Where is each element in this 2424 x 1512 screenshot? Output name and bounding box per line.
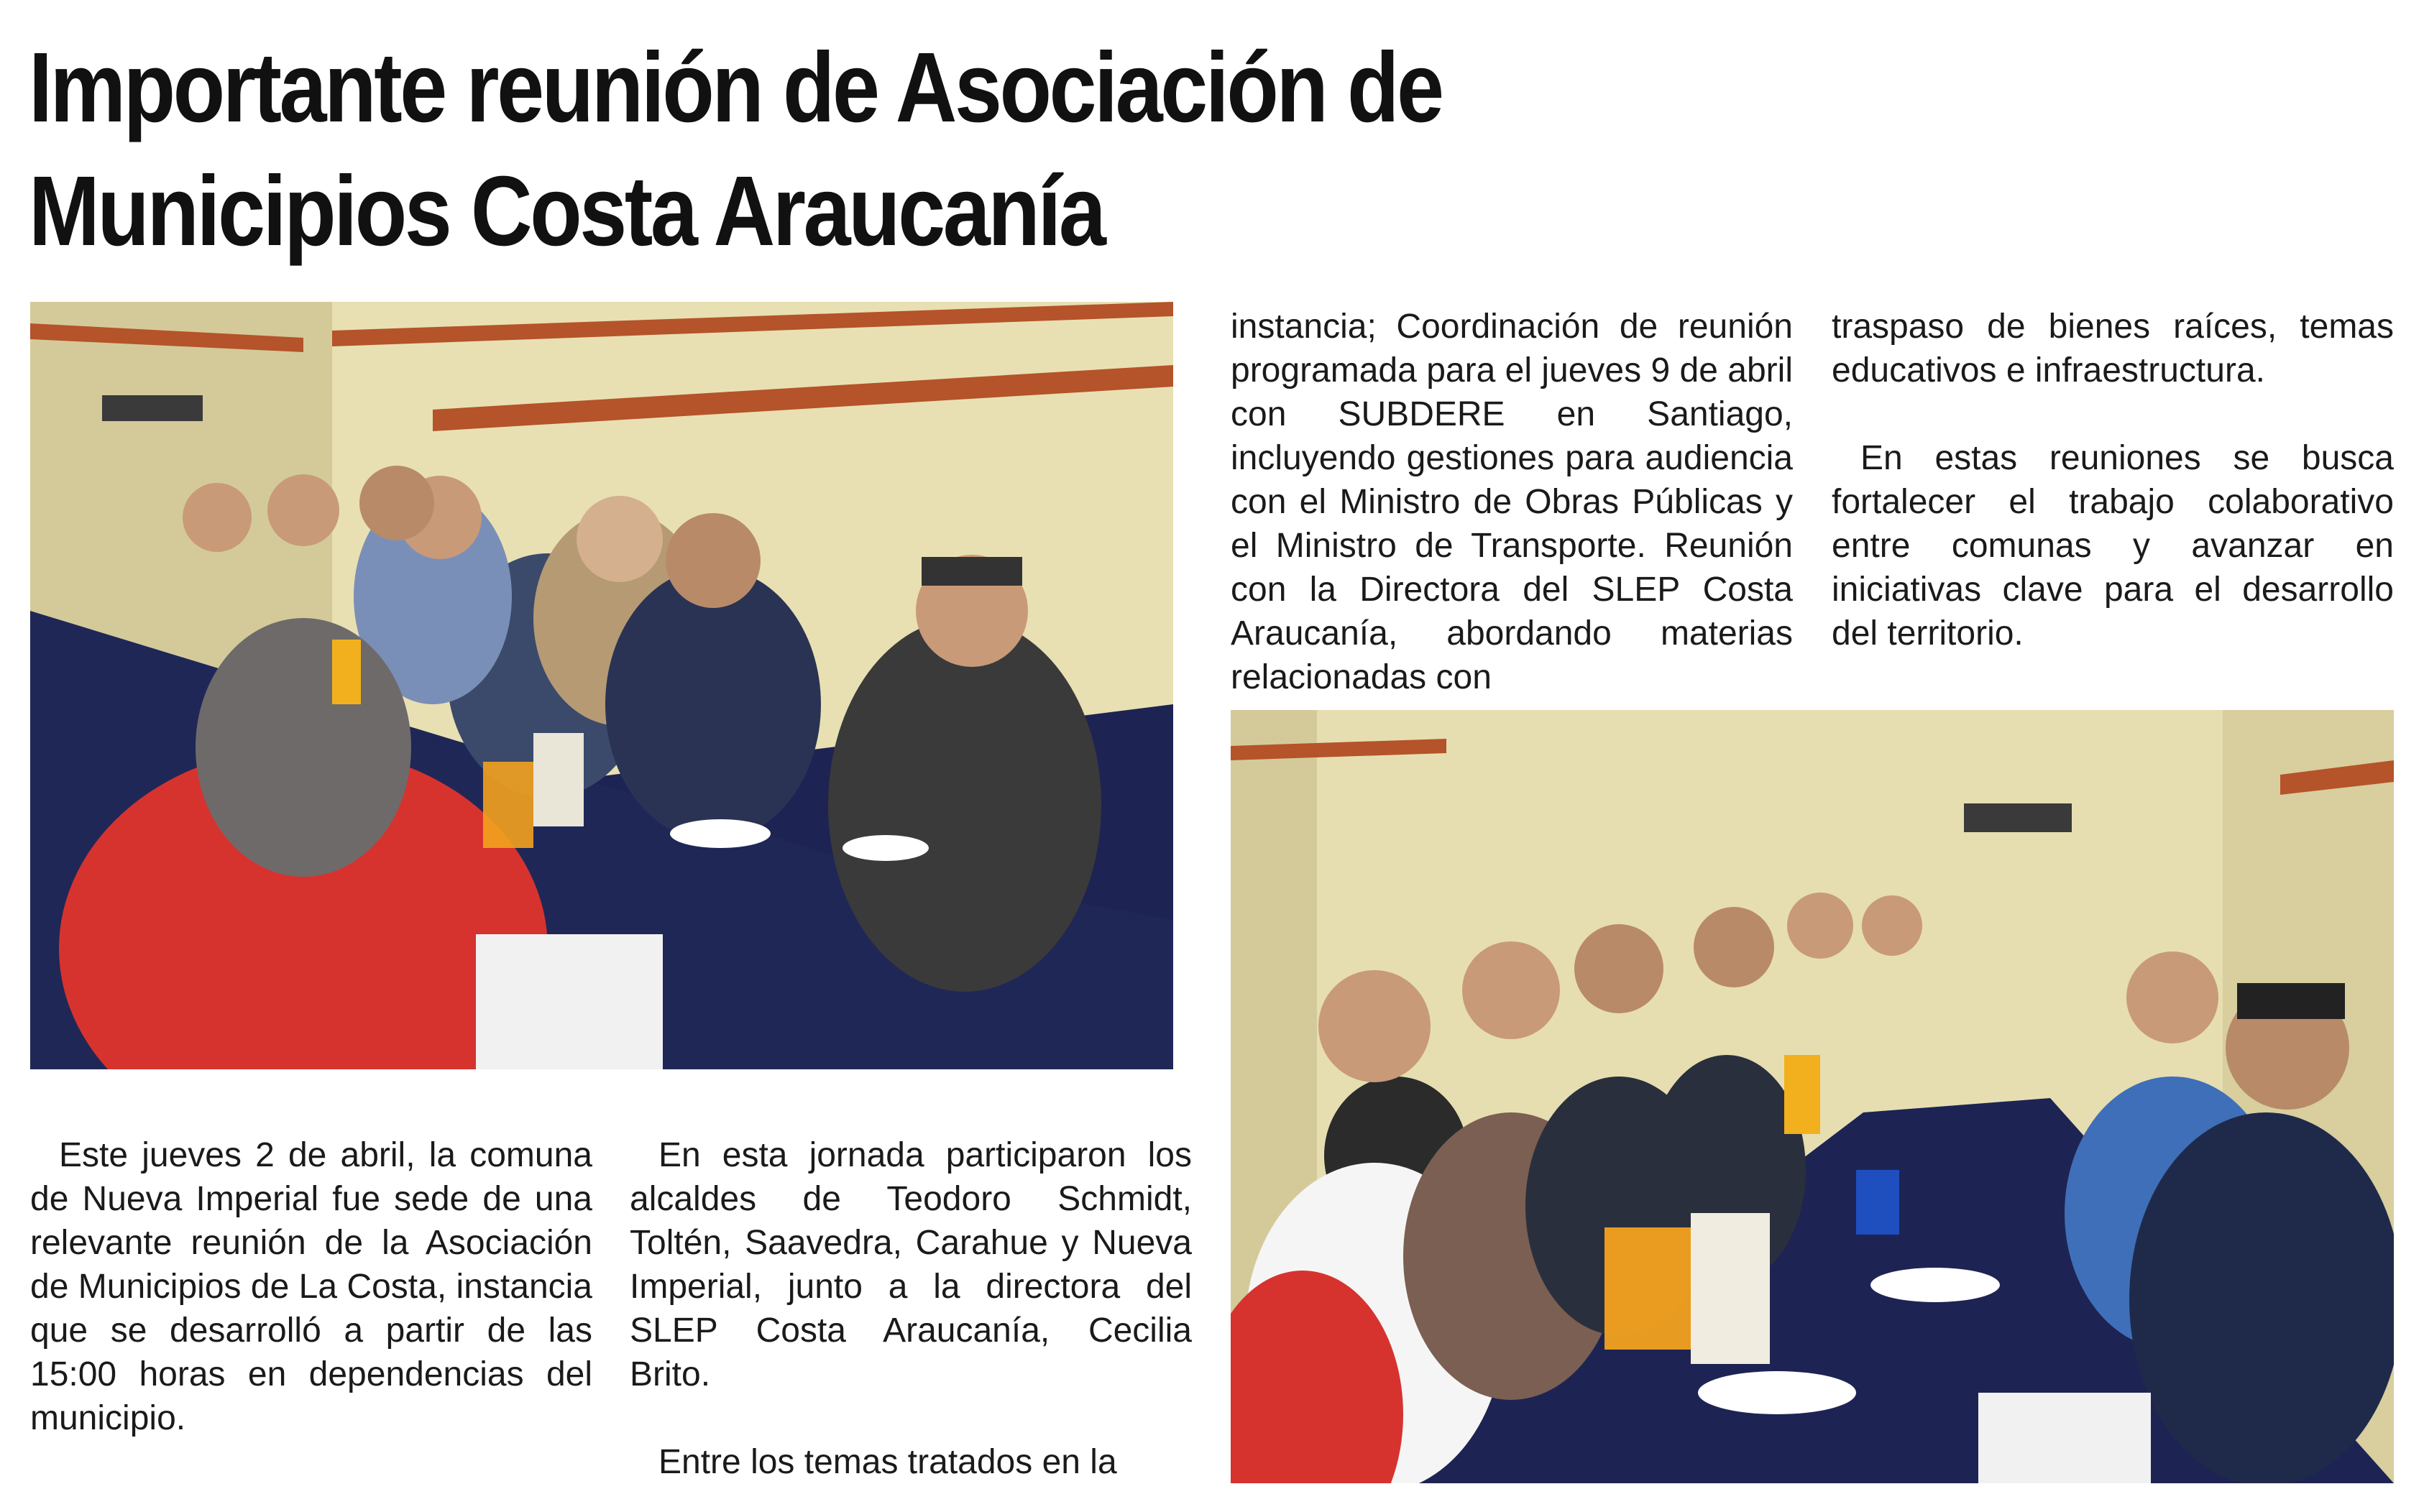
paragraph-topics-end: traspaso de bienes raíces, temas educativos e infraestructura.	[1832, 308, 2394, 389]
article-column-3	[1231, 305, 1793, 699]
paragraph-intro: Este jueves 2 de abril, la comuna de Nueva Imperial fue sede de una relevante reunión de la Asociación de Municipios de La Costa, instancia que se desarrolló a partir de las 15:00 horas en dependencias del municipio.	[30, 1136, 592, 1437]
paragraph-conclusion: En estas reuniones se busca fortalecer el trabajo colaborativo entre comunas y avanzar en iniciativas clave para el desarrollo del territorio.	[1832, 439, 2394, 653]
paragraph-participants: En esta jornada participaron los alcaldes de Teodoro Schmidt, Toltén, Saavedra, Carahue y Nueva Imperial, junto a la directora del SLEP Costa Araucanía, Cecilia Brito.	[630, 1136, 1192, 1393]
meeting-photo-1	[30, 302, 1173, 1069]
headline: Importante reunión de Asociación de Municipios Costa Araucanía	[29, 32, 1442, 267]
meeting-photo-2-image	[1231, 710, 2394, 1483]
paragraph-topics-continued: instancia; Coordinación de reunión programada para el jueves 9 de abril con SUBDERE en Santiago, incluyendo gestiones para audiencia con el Ministro de Obras Públicas y el Ministro de Transporte. Reunión con la Directora del SLEP Costa Araucanía, abordando materias relacionadas con	[1231, 308, 1793, 696]
article-column-4	[1832, 305, 2394, 655]
article-column-1	[30, 1133, 592, 1440]
meeting-photo-2	[1231, 710, 2394, 1483]
article-column-2	[630, 1133, 1192, 1484]
paragraph-topics-start: Entre los temas tratados en la	[658, 1443, 1117, 1481]
meeting-photo-1-image	[30, 302, 1173, 1069]
